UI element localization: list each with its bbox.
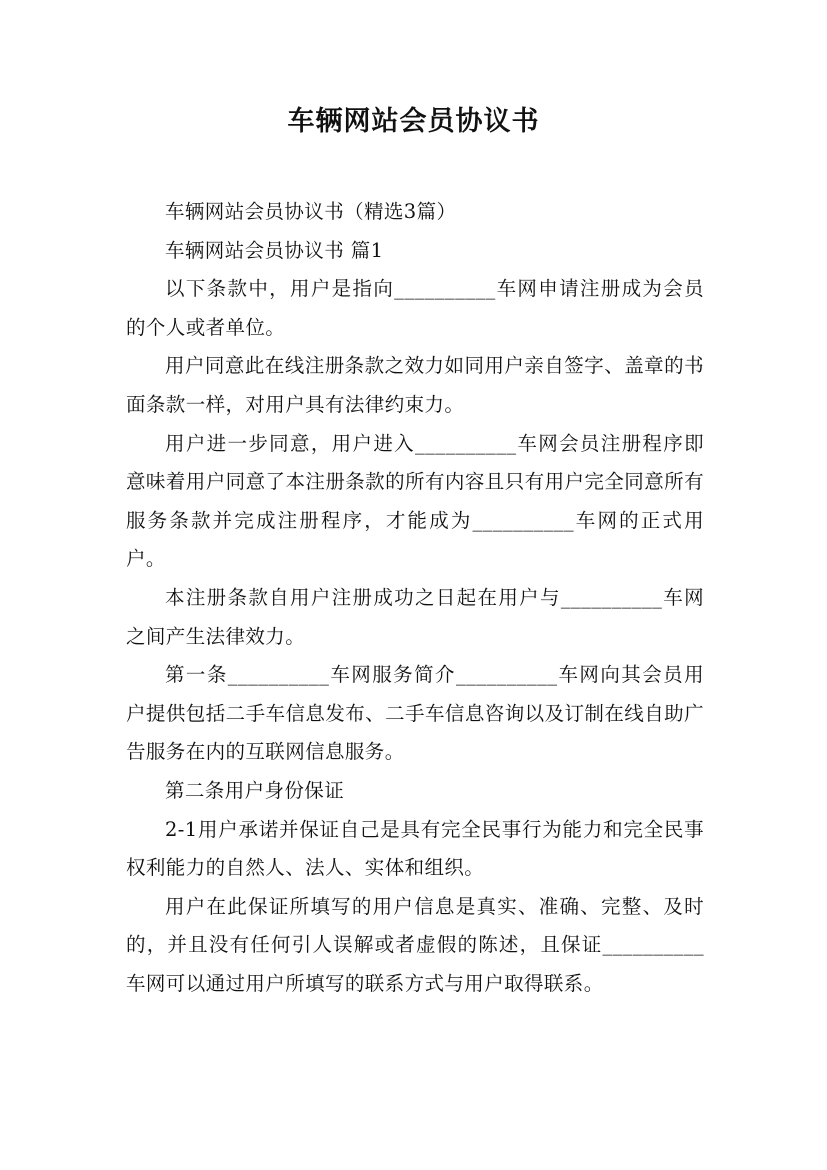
paragraph-subtitle: 车辆网站会员协议书（精选3篇） [165, 200, 457, 223]
document-title: 车辆网站会员协议书 [287, 106, 540, 137]
paragraph-user-info-guarantee: 用户在此保证所填写的用户信息是真实、准确、完整、及时的，并且没有任何引人误解或者虚假的陈述，且保证__________车网可以通过用户所填写的联系方式与用户取得联系。 [126, 894, 704, 995]
paragraph-article-two-1: 2-1用户承诺并保证自己是具有完全民事行为能力和完全民事权利能力的自然人、法人、实体和组织。 [126, 817, 704, 880]
paragraph-article-one: 第一条__________车网服务简介__________车网向其会员用户提供包括二手车信息发布、二手车信息咨询以及订制在线自助广告服务在内的互联网信息服务。 [126, 663, 704, 764]
paragraph-user-definition: 以下条款中，用户是指向__________车网申请注册成为会员的个人或者单位。 [126, 277, 704, 339]
paragraph-effective-date: 本注册条款自用户注册成功之日起在用户与__________车网之间产生法律效力。 [126, 585, 704, 648]
paragraph-legal-effect: 用户同意此在线注册条款之效力如同用户亲自签字、盖章的书面条款一样，对用户具有法律约束力。 [126, 354, 704, 416]
paragraph-article-two-heading: 第二条用户身份保证 [165, 778, 345, 802]
document-body [126, 193, 704, 1003]
paragraph-section-heading: 车辆网站会员协议书 篇1 [165, 238, 384, 262]
paragraph-registration-consent: 用户进一步同意，用户进入__________车网会员注册程序即意味着用户同意了本注册条款的所有内容且只有用户完全同意所有服务条款并完成注册程序，才能成为__________车网的正式用户。 [126, 431, 704, 571]
